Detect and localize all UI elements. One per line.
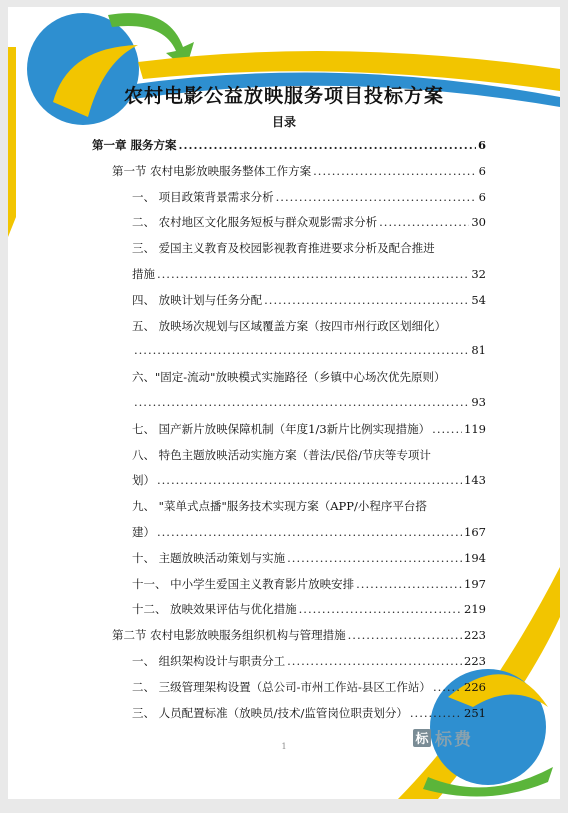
toc-leader-dots [134,343,469,357]
toc-leader-dots [299,602,462,616]
toc-entry-text: 第一节 农村电影放映服务整体工作方案 [112,164,312,178]
toc-entry[interactable] [132,524,486,540]
logo-text: 标费 [435,730,473,750]
toc-entry[interactable] [132,653,486,669]
toc-entry-text: 七、 国产新片放映保障机制（年度1/3新片比例实现措施） [132,422,431,436]
toc-leader-dots [179,138,476,152]
toc-entry[interactable] [132,550,486,566]
document-page [8,7,560,799]
toc-entry[interactable] [112,163,486,179]
toc-leader-dots [134,395,469,409]
document-title: 农村电影公益放映服务项目投标方案 [123,85,444,107]
toc-leader-dots [313,164,477,178]
toc-entry[interactable] [132,472,486,488]
toc-entry[interactable] [132,240,486,256]
toc-entry-text: 建） [132,525,155,539]
toc-entry-text: 十二、 放映效果评估与优化措施 [132,602,297,616]
toc-entry-text: 十一、 中小学生爱国主义教育影片放映安排 [132,577,355,591]
toc-entry-text: 三、 人员配置标准（放映员/技术/监管岗位职责划分） [132,706,408,720]
toc-entry-page: 6 [477,138,486,152]
toc-entry-page: 226 [464,680,486,694]
toc-entry-page: 223 [464,628,486,642]
toc-entry[interactable] [92,137,486,153]
toc-entry-text: 一、 组织架构设计与职责分工 [132,654,286,668]
toc-entry-page: 197 [464,577,486,591]
toc-entry-text: 三、 爱国主义教育及校园影视教育推进要求分析及配合推进 [132,241,435,255]
toc-leader-dots [157,267,469,281]
toc-entry-text: 二、 农村地区文化服务短板与群众观影需求分析 [132,215,378,229]
left-yellow-edge [8,47,16,237]
toc-entry-text: 八、 特色主题放映活动实施方案（普法/民俗/节庆等专项计 [132,448,431,462]
toc-entry-text: 第一章 服务方案 [92,138,177,152]
toc-leader-dots [157,525,462,539]
toc-leader-dots [276,190,477,204]
toc-entry[interactable] [132,395,486,409]
toc-entry[interactable] [132,266,486,282]
toc-entry-text: 第二节 农村电影放映服务组织机构与管理措施 [112,628,346,642]
toc-leader-dots [287,551,462,565]
toc-leader-dots [287,654,462,668]
toc-entry[interactable] [132,601,486,617]
toc-entry[interactable] [132,214,486,230]
toc-entry-page: 219 [464,602,486,616]
toc-entry-text: 五、 放映场次规划与区域覆盖方案（按四市州行政区划细化） [132,319,447,333]
toc-entry[interactable] [132,705,486,721]
toc-entry[interactable] [132,421,486,437]
toc-entry-page: 119 [464,422,486,436]
toc-entry[interactable] [132,189,486,205]
toc-entry[interactable] [132,369,486,385]
toc-entry-page: 54 [471,293,486,307]
toc-leader-dots [356,577,462,591]
toc-entry[interactable] [132,679,486,695]
toc-entry-page: 223 [464,654,486,668]
toc-entry-page: 194 [464,551,486,565]
toc-entry-page: 167 [464,525,486,539]
toc-entry-text: 二、 三级管理架构设置（总公司-市州工作站-县区工作站） [132,680,431,694]
toc-leader-dots [432,422,462,436]
toc-entry-page: 6 [478,164,486,178]
page-number: 1 [281,742,287,751]
toc-entry-text: 划） [132,473,155,487]
toc-entry-page: 81 [471,343,486,357]
toc-leader-dots [348,628,462,642]
toc-entry-page: 30 [471,215,486,229]
toc-entry[interactable] [132,292,486,308]
brand-logo [413,725,473,750]
toc-entry-page: 143 [464,473,486,487]
toc-entry[interactable] [132,576,486,592]
toc-entry-page: 93 [471,395,486,409]
logo-mark-icon: 标 [413,729,431,747]
toc-entry-text: 四、 放映计划与任务分配 [132,293,263,307]
toc-entry-page: 251 [464,706,486,720]
toc-entry[interactable] [112,627,486,643]
toc-entry[interactable] [132,343,486,357]
toc-entry-page: 32 [471,267,486,281]
toc-entry[interactable] [132,498,486,514]
toc-leader-dots [157,473,462,487]
toc-entry-text: 九、 "菜单式点播"服务技术实现方案（APP/小程序平台搭 [132,499,427,513]
toc-heading: 目录 [271,115,296,129]
toc-leader-dots [264,293,469,307]
toc-entry-text: 一、 项目政策背景需求分析 [132,190,274,204]
toc-entry-text: 六、"固定-流动"放映模式实施路径（乡镇中心场次优先原则） [132,370,446,384]
toc-entry[interactable] [132,318,486,334]
toc-leader-dots [433,680,462,694]
toc-entry-page: 6 [478,190,486,204]
toc-leader-dots [410,706,462,720]
toc-entry-text: 措施 [132,267,155,281]
toc-entry[interactable] [132,447,486,463]
toc-leader-dots [379,215,469,229]
toc-entry-text: 十、 主题放映活动策划与实施 [132,551,286,565]
